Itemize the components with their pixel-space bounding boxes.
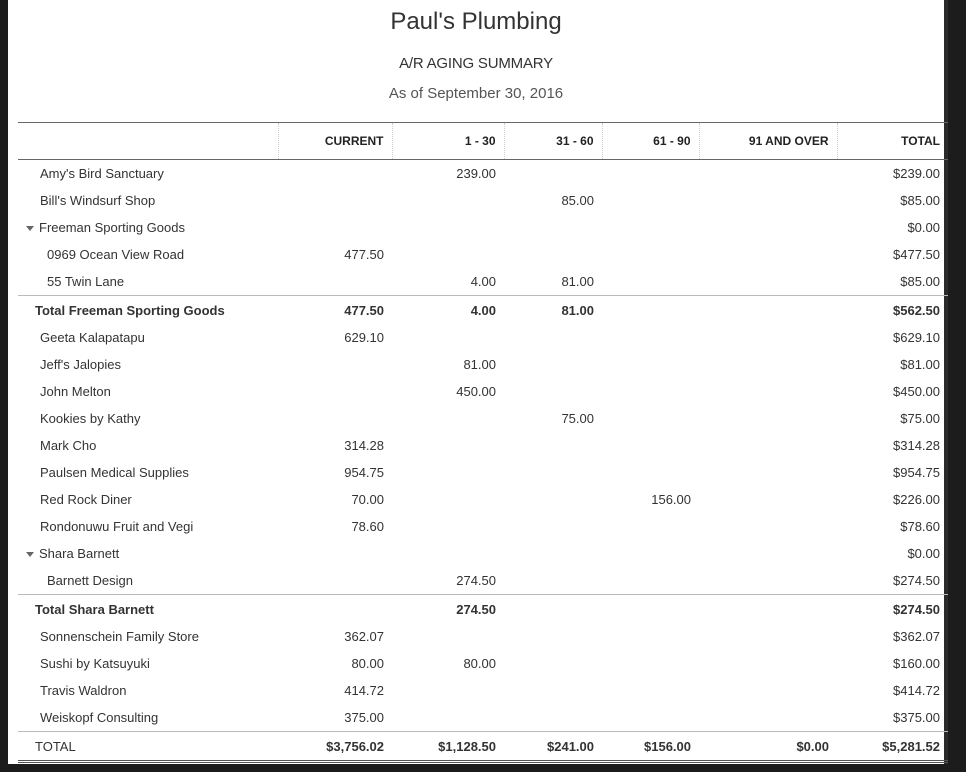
customer-name-cell xyxy=(18,214,278,241)
customer-name[interactable]: 55 Twin Lane xyxy=(47,274,125,289)
amount-total[interactable]: $314.28 xyxy=(893,438,940,453)
customer-name-cell xyxy=(18,378,278,405)
amount-total[interactable]: $81.00 xyxy=(900,357,940,372)
customer-name: Total Shara Barnett xyxy=(35,601,154,617)
amount-total[interactable]: $78.60 xyxy=(900,519,940,534)
column-header-31-60[interactable]: 31 - 60 xyxy=(504,123,602,160)
amount-1-30[interactable]: 80.00 xyxy=(463,656,496,671)
customer-name[interactable]: Rondonuwu Fruit and Vegi xyxy=(40,519,194,534)
amount-current xyxy=(278,268,392,296)
amount-1-30 xyxy=(392,513,504,540)
header-row xyxy=(18,123,948,160)
amount-1-30 xyxy=(392,459,504,486)
amount-total[interactable]: $450.00 xyxy=(893,384,940,399)
customer-row xyxy=(18,677,948,704)
column-header-61-90[interactable]: 61 - 90 xyxy=(602,123,699,160)
customer-name-cell xyxy=(18,351,278,378)
customer-name-cell xyxy=(18,486,278,513)
amount-current xyxy=(278,540,392,567)
amount-total[interactable]: $362.07 xyxy=(893,629,940,644)
amount-current xyxy=(278,214,392,241)
column-header-current[interactable]: CURRENT xyxy=(278,123,392,160)
amount-91-over xyxy=(699,351,837,378)
amount-91-over xyxy=(699,595,837,624)
amount-current[interactable]: 414.72 xyxy=(344,683,384,698)
customer-name[interactable]: Travis Waldron xyxy=(40,683,127,698)
amount-1-30 xyxy=(392,241,504,268)
amount-1-30 xyxy=(392,623,504,650)
amount-91-over xyxy=(699,241,837,268)
amount-current xyxy=(278,160,392,188)
column-header-91-over[interactable]: 91 AND OVER xyxy=(699,123,837,160)
amount-61-90 xyxy=(602,459,699,486)
amount-total[interactable]: $75.00 xyxy=(900,411,940,426)
amount-total[interactable]: $239.00 xyxy=(893,166,940,181)
amount-total[interactable]: $85.00 xyxy=(900,193,940,208)
customer-name-cell xyxy=(18,567,278,595)
customer-name-cell xyxy=(18,623,278,650)
amount-total[interactable]: $629.10 xyxy=(893,330,940,345)
amount-91-over xyxy=(699,677,837,704)
amount-91-over xyxy=(699,378,837,405)
amount-31-60 xyxy=(504,650,602,677)
amount-1-30 xyxy=(392,486,504,513)
subtotal-row xyxy=(18,595,948,624)
amount-total[interactable]: $954.75 xyxy=(893,465,940,480)
amount-31-60 xyxy=(504,486,602,513)
customer-row xyxy=(18,324,948,351)
amount-91-over xyxy=(699,513,837,540)
amount-1-30 xyxy=(392,214,504,241)
customer-name[interactable]: Sushi by Katsuyuki xyxy=(40,656,150,671)
amount-current xyxy=(278,378,392,405)
grand-total-current[interactable]: $3,756.02 xyxy=(278,732,392,762)
amount-61-90 xyxy=(602,513,699,540)
grand-total-row xyxy=(18,732,948,762)
amount-61-90 xyxy=(602,623,699,650)
amount-61-90 xyxy=(602,704,699,732)
amount-91-over xyxy=(699,459,837,486)
report-date: As of September 30, 2016 xyxy=(388,85,564,102)
customer-group-row xyxy=(18,540,948,567)
amount-1-30[interactable]: 81.00 xyxy=(463,357,496,372)
amount-31-60 xyxy=(504,623,602,650)
customer-name-cell xyxy=(18,540,278,567)
sub-customer-row xyxy=(18,567,948,595)
customer-name[interactable]: Amy's Bird Sanctuary xyxy=(40,166,164,181)
amount-61-90 xyxy=(602,677,699,704)
amount-91-over xyxy=(699,405,837,432)
amount-31-60 xyxy=(504,324,602,351)
amount-61-90 xyxy=(602,351,699,378)
customer-name-cell xyxy=(18,268,278,296)
amount-total[interactable]: $375.00 xyxy=(893,710,940,725)
amount-total[interactable]: $562.50 xyxy=(837,296,948,325)
amount-61-90 xyxy=(602,378,699,405)
amount-91-over xyxy=(699,160,837,188)
amount-total[interactable]: $477.50 xyxy=(893,247,940,262)
amount-61-90 xyxy=(602,540,699,567)
amount-current[interactable]: 375.00 xyxy=(344,710,384,725)
amount-31-60[interactable]: 85.00 xyxy=(561,193,594,208)
amount-61-90 xyxy=(602,268,699,296)
subtotal-row xyxy=(18,296,948,325)
grand-total-1-30[interactable]: $1,128.50 xyxy=(392,732,504,762)
customer-name-cell xyxy=(18,160,278,188)
report-page xyxy=(8,0,948,764)
customer-name[interactable]: 0969 Ocean View Road xyxy=(47,247,185,262)
column-header-total[interactable]: TOTAL xyxy=(837,123,948,160)
amount-91-over xyxy=(699,540,837,567)
amount-91-over xyxy=(699,268,837,296)
amount-31-60 xyxy=(504,595,602,624)
customer-name[interactable]: Jeff's Jalopies xyxy=(40,357,122,372)
amount-61-90 xyxy=(602,567,699,595)
customer-row xyxy=(18,351,948,378)
amount-current xyxy=(278,567,392,595)
column-header-name xyxy=(18,123,278,160)
amount-61-90 xyxy=(602,160,699,188)
amount-31-60[interactable]: 81.00 xyxy=(504,296,602,325)
sub-customer-row xyxy=(18,241,948,268)
amount-current xyxy=(278,351,392,378)
customer-row xyxy=(18,378,948,405)
customer-name[interactable]: Kookies by Kathy xyxy=(40,411,141,426)
customer-row xyxy=(18,486,948,513)
customer-row xyxy=(18,405,948,432)
amount-91-over xyxy=(699,214,837,241)
amount-91-over xyxy=(699,567,837,595)
amount-61-90[interactable]: 156.00 xyxy=(651,492,691,507)
customer-row xyxy=(18,704,948,732)
customer-name-cell xyxy=(18,405,278,432)
amount-total[interactable]: $0.00 xyxy=(907,546,940,561)
amount-current[interactable]: 362.07 xyxy=(344,629,384,644)
customer-name[interactable]: Barnett Design xyxy=(47,573,133,588)
amount-current[interactable]: 80.00 xyxy=(351,656,384,671)
amount-current[interactable]: 629.10 xyxy=(344,330,384,345)
customer-name[interactable]: Weiskopf Consulting xyxy=(40,710,159,725)
amount-91-over xyxy=(699,486,837,513)
customer-name[interactable]: John Melton xyxy=(40,384,111,399)
customer-row xyxy=(18,160,948,188)
amount-31-60 xyxy=(504,540,602,567)
amount-total[interactable]: $226.00 xyxy=(893,492,940,507)
amount-1-30[interactable]: 4.00 xyxy=(392,296,504,325)
customer-row xyxy=(18,650,948,677)
amount-total[interactable]: $414.72 xyxy=(893,683,940,698)
amount-61-90 xyxy=(602,187,699,214)
column-header-1-30[interactable]: 1 - 30 xyxy=(392,123,504,160)
amount-61-90 xyxy=(602,241,699,268)
customer-group-row xyxy=(18,214,948,241)
customer-name[interactable]: Mark Cho xyxy=(40,438,97,453)
amount-61-90 xyxy=(602,214,699,241)
amount-total[interactable]: $85.00 xyxy=(900,274,940,289)
amount-31-60[interactable]: 81.00 xyxy=(561,274,594,289)
collapse-caret-icon[interactable] xyxy=(26,552,34,557)
amount-total[interactable]: $274.50 xyxy=(893,573,940,588)
amount-current xyxy=(278,595,392,624)
amount-31-60 xyxy=(504,214,602,241)
report-body xyxy=(18,160,948,732)
amount-91-over xyxy=(699,432,837,459)
amount-total[interactable]: $274.50 xyxy=(837,595,948,624)
customer-row xyxy=(18,432,948,459)
amount-current[interactable]: 477.50 xyxy=(278,296,392,325)
customer-name-cell xyxy=(18,650,278,677)
customer-row xyxy=(18,513,948,540)
amount-current xyxy=(278,187,392,214)
customer-name-cell xyxy=(18,459,278,486)
customer-name-cell xyxy=(18,187,278,214)
amount-91-over xyxy=(699,623,837,650)
amount-61-90 xyxy=(602,650,699,677)
customer-name-cell xyxy=(18,324,278,351)
amount-91-over xyxy=(699,650,837,677)
customer-row xyxy=(18,459,948,486)
amount-61-90 xyxy=(602,595,699,624)
customer-row xyxy=(18,623,948,650)
customer-name[interactable]: Shara Barnett xyxy=(39,546,120,561)
amount-1-30 xyxy=(392,405,504,432)
collapse-caret-icon[interactable] xyxy=(26,226,34,231)
amount-91-over xyxy=(699,296,837,325)
amount-31-60 xyxy=(504,567,602,595)
amount-31-60 xyxy=(504,677,602,704)
grand-total-61-90[interactable]: $156.00 xyxy=(602,732,699,762)
customer-row xyxy=(18,187,948,214)
amount-91-over xyxy=(699,324,837,351)
customer-name-cell xyxy=(18,432,278,459)
customer-name-cell xyxy=(18,296,278,325)
customer-name-cell xyxy=(18,595,278,624)
customer-name[interactable]: Red Rock Diner xyxy=(40,492,132,507)
customer-name[interactable]: Bill's Windsurf Shop xyxy=(40,193,156,208)
amount-91-over xyxy=(699,704,837,732)
amount-1-30 xyxy=(392,324,504,351)
customer-name[interactable]: Sonnenschein Family Store xyxy=(40,629,199,644)
amount-1-30 xyxy=(392,704,504,732)
grand-total-91-over[interactable]: $0.00 xyxy=(699,732,837,762)
amount-current xyxy=(278,405,392,432)
report-title: A/R AGING SUMMARY xyxy=(399,55,553,72)
amount-61-90 xyxy=(602,324,699,351)
amount-61-90 xyxy=(602,405,699,432)
customer-name-cell xyxy=(18,513,278,540)
amount-current[interactable]: 78.60 xyxy=(351,519,384,534)
customer-name-cell xyxy=(18,241,278,268)
customer-name[interactable]: Paulsen Medical Supplies xyxy=(40,465,189,480)
amount-1-30[interactable]: 450.00 xyxy=(456,384,496,399)
amount-31-60 xyxy=(504,432,602,459)
customer-name: Total Freeman Sporting Goods xyxy=(35,302,225,318)
amount-91-over xyxy=(699,187,837,214)
amount-61-90 xyxy=(602,432,699,459)
customer-name[interactable]: Freeman Sporting Goods xyxy=(39,220,185,235)
amount-1-30 xyxy=(392,432,504,459)
amount-1-30 xyxy=(392,187,504,214)
amount-31-60 xyxy=(504,351,602,378)
amount-current[interactable]: 70.00 xyxy=(351,492,384,507)
amount-31-60 xyxy=(504,459,602,486)
amount-current[interactable]: 477.50 xyxy=(344,247,384,262)
amount-current[interactable]: 314.28 xyxy=(344,438,384,453)
amount-1-30 xyxy=(392,677,504,704)
amount-current[interactable]: 954.75 xyxy=(344,465,384,480)
amount-31-60 xyxy=(504,378,602,405)
amount-31-60 xyxy=(504,160,602,188)
amount-1-30[interactable]: 239.00 xyxy=(456,166,496,181)
amount-1-30[interactable]: 274.50 xyxy=(456,573,496,588)
aging-table xyxy=(18,122,948,763)
amount-1-30[interactable]: 274.50 xyxy=(392,595,504,624)
amount-31-60 xyxy=(504,513,602,540)
amount-1-30[interactable]: 4.00 xyxy=(470,274,496,289)
amount-1-30 xyxy=(392,540,504,567)
customer-name-cell xyxy=(18,677,278,704)
amount-31-60 xyxy=(504,704,602,732)
grand-total-label: TOTAL xyxy=(18,732,278,762)
company-name: Paul's Plumbing xyxy=(390,8,562,35)
amount-total[interactable]: $160.00 xyxy=(893,656,940,671)
customer-name[interactable]: Geeta Kalapatapu xyxy=(40,330,145,345)
sub-customer-row xyxy=(18,268,948,296)
customer-name-cell xyxy=(18,704,278,732)
grand-total-31-60[interactable]: $241.00 xyxy=(504,732,602,762)
amount-61-90 xyxy=(602,296,699,325)
grand-total-total[interactable]: $5,281.52 xyxy=(837,732,948,762)
amount-31-60 xyxy=(504,241,602,268)
amount-31-60[interactable]: 75.00 xyxy=(561,411,594,426)
amount-total[interactable]: $0.00 xyxy=(907,220,940,235)
